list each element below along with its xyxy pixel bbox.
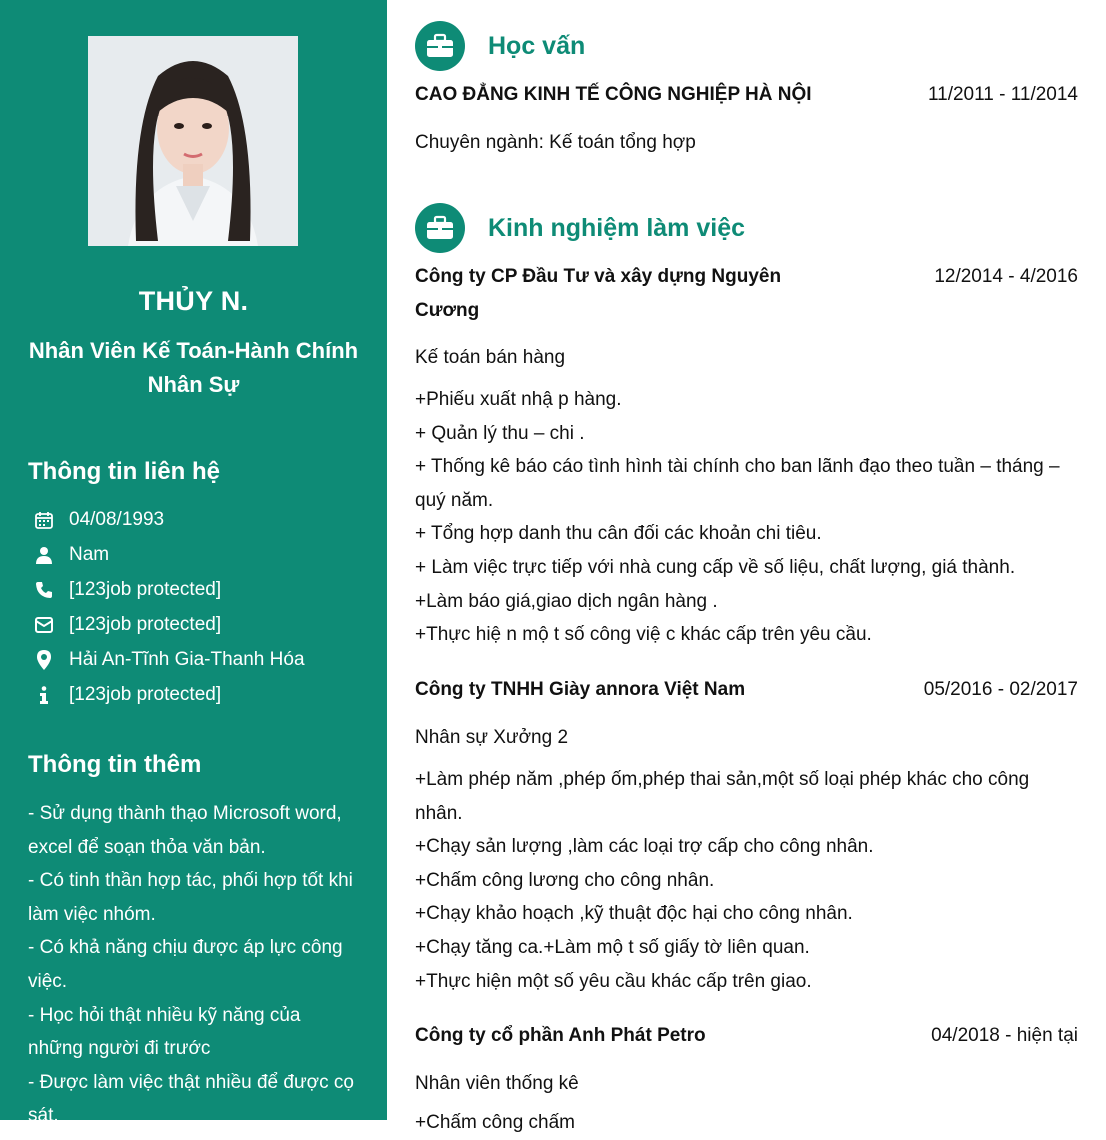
duty-line: +Thực hiệ n mộ t số công việ c khác cấp trên yêu cầu.	[415, 624, 872, 646]
school-name: CAO ĐẲNG KINH TẾ CÔNG NGHIỆP HÀ NỘI	[415, 84, 812, 105]
duty-line: +Thực hiện một số yêu cầu khác cấp trên giao.	[415, 970, 812, 992]
email-icon	[32, 613, 56, 637]
job-role: Kế toán bán hàng	[415, 347, 566, 368]
job-role: Nhân sự Xưởng 2	[415, 727, 569, 748]
user-icon	[32, 543, 56, 567]
contact-gender	[32, 537, 372, 572]
extra-line: - Có khả năng chịu được áp lực công	[28, 937, 343, 959]
extra-line: sát.	[28, 1105, 59, 1127]
extra-line: những người đi trước	[28, 1038, 211, 1060]
job-role: Nhân viên thống kê	[415, 1073, 579, 1094]
avatar	[88, 36, 298, 246]
job-entry-header	[415, 260, 1078, 328]
job-duties	[415, 763, 1078, 998]
duty-line: +Chạy khảo hoạch ,kỹ thuật độc hại cho công nhân.	[415, 903, 853, 925]
extra-line: - Sử dụng thành thạo Microsoft word,	[28, 803, 342, 824]
education-entry-header	[415, 78, 1078, 112]
candidate-name: THỦY N.	[138, 286, 249, 316]
job-period: 04/2018 - hiện tại	[931, 1025, 1078, 1046]
extra-line: excel để soạn thỏa văn bản.	[28, 836, 266, 858]
job-entry-header	[415, 1019, 1078, 1053]
experience-heading: Kinh nghiệm làm việc	[488, 213, 746, 242]
job-duties	[415, 383, 1078, 652]
duty-line: +Chấm công chấm	[415, 1112, 575, 1133]
calendar-icon	[32, 508, 56, 532]
duty-line: +Làm báo giá,giao dịch ngân hàng .	[415, 590, 718, 612]
job-duties	[415, 1106, 1078, 1133]
contact-phone	[32, 572, 372, 607]
contact-text: [123job protected]	[69, 613, 222, 635]
extra-line: việc.	[28, 970, 68, 992]
duty-line: + Quản lý thu – chi .	[415, 422, 585, 444]
duty-line: +Phiếu xuất nhậ p hàng.	[415, 389, 622, 410]
duty-line: + Làm việc trực tiếp với nhà cung cấp về số liệu, chất lượng, giá thành.	[415, 556, 1016, 578]
duty-line: nhân.	[415, 802, 463, 824]
duty-line: +Chạy sản lượng ,làm các loại trợ cấp cho công nhân.	[415, 836, 874, 858]
company-name: Công ty cổ phần Anh Phát Petro	[415, 1025, 706, 1046]
duty-line: + Thống kê báo cáo tình hình tài chính cho ban lãnh đạo theo tuần – tháng –	[415, 456, 1060, 478]
contact-heading: Thông tin liên hệ	[28, 458, 220, 485]
duty-line: +Chạy tăng ca.+Làm mộ t số giấy tờ liên quan.	[415, 936, 810, 958]
sidebar	[0, 0, 387, 1127]
education-period: 11/2011 - 11/2014	[927, 84, 1078, 105]
contact-text: Nam	[69, 543, 110, 565]
contact-info	[32, 677, 372, 712]
extra-line: - Được làm việc thật nhiều để được cọ	[28, 1071, 354, 1093]
contact-address	[32, 642, 372, 677]
company-name-line: Công ty CP Đầu Tư và xây dựng Nguyên	[415, 266, 782, 287]
education-heading: Học vấn	[488, 31, 586, 60]
experience-section-header	[415, 203, 745, 253]
job-entry-header	[415, 673, 1078, 707]
contact-list	[32, 502, 372, 712]
education-section-header	[415, 21, 585, 71]
duty-line: + Tổng hợp danh thu cân đối các khoản chi tiêu.	[415, 523, 822, 545]
info-icon	[32, 683, 56, 707]
extra-info	[28, 797, 373, 1133]
contact-email	[32, 607, 372, 642]
contact-text: [123job protected]	[69, 578, 222, 600]
phone-icon	[32, 578, 56, 602]
contact-text: Hải An-Tĩnh Gia-Thanh Hóa	[69, 648, 305, 670]
duty-line: +Chấm công lương cho công nhân.	[415, 869, 715, 891]
duty-line: quý năm.	[415, 489, 494, 511]
education-major: Chuyên ngành: Kế toán tổng hợp	[415, 132, 696, 153]
company-name	[415, 260, 781, 328]
contact-text: [123job protected]	[69, 683, 222, 705]
job-period: 12/2014 - 4/2016	[934, 266, 1078, 287]
extra-line: - Học hỏi thật nhiều kỹ năng của	[28, 1004, 301, 1026]
location-icon	[32, 648, 56, 672]
company-name-line: Cương	[415, 300, 480, 321]
job-title: Nhân Viên Kế Toán-Hành Chính Nhân Sự	[28, 338, 359, 397]
extra-heading: Thông tin thêm	[28, 751, 202, 778]
job-period: 05/2016 - 02/2017	[923, 679, 1078, 700]
duty-line: +Làm phép năm ,phép ốm,phép thai sản,một số loại phép khác cho công	[415, 769, 1030, 790]
briefcase-icon	[415, 203, 465, 253]
briefcase-icon	[415, 21, 465, 71]
extra-line: làm việc nhóm.	[28, 903, 156, 925]
contact-text: 04/08/1993	[69, 508, 165, 530]
company-name: Công ty TNHH Giày annora Việt Nam	[415, 679, 746, 700]
extra-line: - Có tinh thần hợp tác, phối hợp tốt khi	[28, 870, 353, 892]
contact-birthdate	[32, 502, 372, 537]
